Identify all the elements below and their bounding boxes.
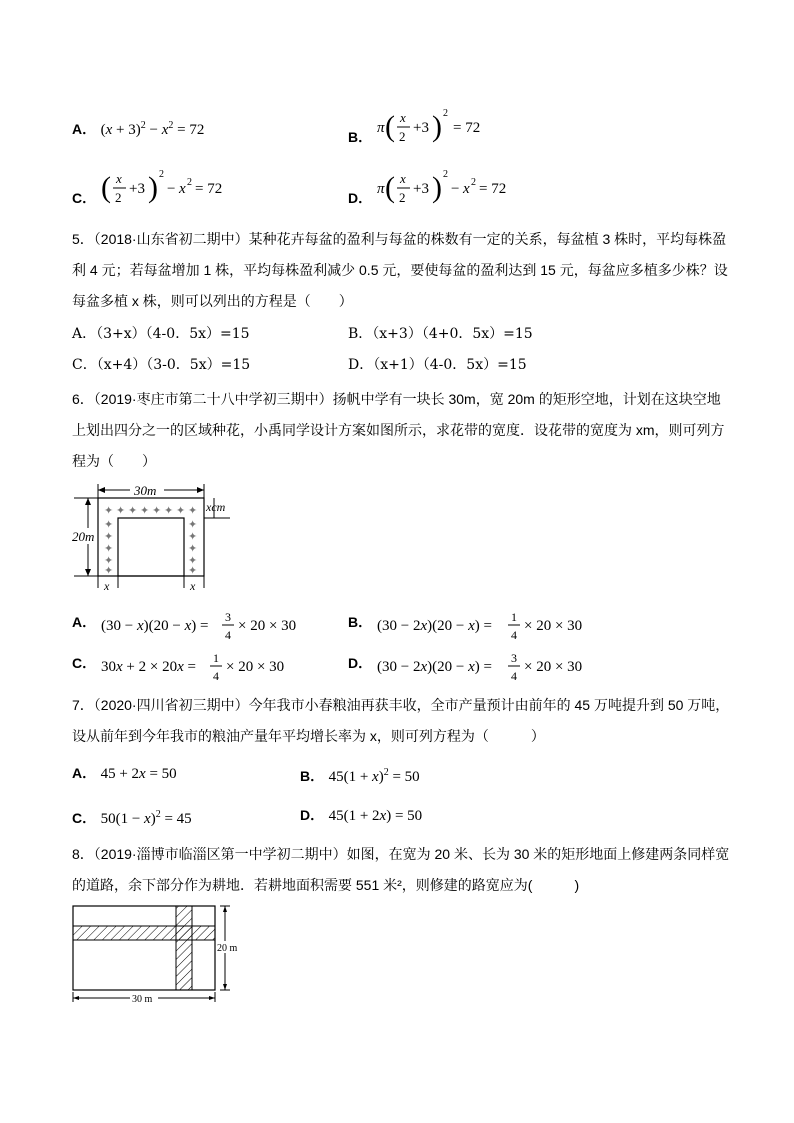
svg-text:✦: ✦ xyxy=(104,555,114,567)
option-label: B． xyxy=(300,768,325,784)
formula-a xyxy=(101,610,331,644)
svg-text:+3: +3 xyxy=(128,181,145,197)
svg-text:(: ( xyxy=(100,171,111,204)
q7-option-c[interactable] xyxy=(72,805,192,829)
svg-text:(30 − x)(20 − x) =: (30 − x)(20 − x) = xyxy=(100,618,209,634)
svg-text:(30 − 2x)(20 − x) =: (30 − 2x)(20 − x) = xyxy=(376,618,492,634)
svg-text:2: 2 xyxy=(186,177,192,188)
arrow-down-icon xyxy=(85,569,91,576)
svg-text:✦: ✦ xyxy=(188,505,198,517)
svg-text:2: 2 xyxy=(398,129,406,144)
bottom-right-label: x xyxy=(190,579,196,592)
arrow-right-icon xyxy=(197,487,204,493)
option-label: A． xyxy=(72,121,97,137)
option-label: A． xyxy=(72,614,97,630)
svg-text:× 20 × 30: × 20 × 30 xyxy=(523,659,582,675)
svg-text:✦: ✦ xyxy=(104,543,114,555)
q4-option-b[interactable] xyxy=(348,106,527,150)
svg-text:✦: ✦ xyxy=(188,531,198,543)
option-expression: 45(1 + 2x) = 50 xyxy=(328,808,423,824)
svg-text:2: 2 xyxy=(442,169,448,180)
arrow-down-icon xyxy=(223,984,227,990)
svg-text:= 72: = 72 xyxy=(194,181,222,197)
arrow-left-icon xyxy=(98,487,105,493)
svg-text:✦: ✦ xyxy=(104,519,114,531)
arrow-right-icon xyxy=(209,996,215,1000)
q5-option-b[interactable]: B．（x+3）（4+0．5x）=15 xyxy=(348,326,533,342)
svg-text:2: 2 xyxy=(114,190,122,205)
right-label: 20 m xyxy=(217,943,238,954)
bottom-label: 30 m xyxy=(132,994,153,1004)
q4-option-d[interactable] xyxy=(348,167,547,211)
q7-option-d[interactable] xyxy=(300,805,422,826)
q6-option-a[interactable] xyxy=(72,610,331,644)
svg-text:1: 1 xyxy=(212,651,219,665)
formula-b xyxy=(377,610,617,644)
svg-text:✦: ✦ xyxy=(176,505,186,517)
option-label: D． xyxy=(300,807,325,823)
option-label: C． xyxy=(72,190,97,206)
svg-text:−: − xyxy=(166,181,176,197)
inner-rect xyxy=(118,518,184,576)
q6-line-3: 程为（ ） xyxy=(72,453,156,469)
arrow-left-icon xyxy=(73,996,79,1000)
svg-text:x: x xyxy=(115,171,122,186)
q5-line-2: 利 4 元；若每盆增加 1 株，平均每株盈利减少 0.5 元，要使每盆的盈利达到 15 元，每盆应多植多少株？设 xyxy=(72,262,728,278)
svg-text:2: 2 xyxy=(398,190,406,205)
svg-text:−: − xyxy=(450,181,460,197)
bottom-left-label: x xyxy=(104,579,110,592)
option-label: C． xyxy=(72,810,97,826)
q6-garden-figure xyxy=(70,482,240,592)
svg-text:✦: ✦ xyxy=(152,505,162,517)
q8-road-figure xyxy=(70,904,250,1004)
svg-text:(: ( xyxy=(384,110,395,143)
svg-text:(30 − 2x)(20 − x) =: (30 − 2x)(20 − x) = xyxy=(376,659,492,675)
q6-option-b[interactable] xyxy=(348,610,617,644)
svg-text:+3: +3 xyxy=(412,120,429,136)
option-label: A． xyxy=(72,765,97,781)
option-label: B． xyxy=(348,614,373,630)
arrow-up-icon xyxy=(85,498,91,505)
left-label: 20m xyxy=(72,529,95,544)
svg-text:3: 3 xyxy=(510,651,517,665)
q7-option-a[interactable] xyxy=(72,763,177,784)
svg-text:✦: ✦ xyxy=(128,505,138,517)
svg-text:✦: ✦ xyxy=(104,531,114,543)
svg-text:1: 1 xyxy=(510,610,517,624)
top-label: 30m xyxy=(134,483,157,498)
svg-text:× 20 × 30: × 20 × 30 xyxy=(523,618,582,634)
horizontal-road xyxy=(73,926,215,940)
q6-line-2: 上划出四分之一的区域种花，小禹同学设计方案如图所示，求花带的宽度．设花带的宽度为 xm，则可列方 xyxy=(72,422,725,438)
vertical-road xyxy=(176,906,192,990)
svg-text:2: 2 xyxy=(470,177,476,188)
svg-text:✦: ✦ xyxy=(116,505,126,517)
svg-text:): ) xyxy=(431,171,442,204)
field-rect xyxy=(73,906,215,990)
svg-text:4: 4 xyxy=(510,628,517,642)
formula-pi-frac-minus xyxy=(377,167,547,211)
option-expression: $50(1 - x)^2 = 45$ xyxy=(100,809,192,827)
formula-frac-square xyxy=(101,167,261,211)
q4-option-a[interactable] xyxy=(72,116,204,140)
q8-line-1: 8．（2019·淄博市临淄区第一中学初二期中）如图，在宽为 20 米、长为 30 米的矩形地面上修建两条同样宽 xyxy=(72,846,730,862)
svg-text:30x + 2 × 20x =: 30x + 2 × 20x = xyxy=(100,659,196,675)
svg-text:4: 4 xyxy=(224,628,231,642)
svg-text:x: x xyxy=(399,110,406,125)
svg-text:= 72: = 72 xyxy=(452,120,480,136)
q6-option-d[interactable] xyxy=(348,651,617,685)
svg-text:3: 3 xyxy=(224,610,231,624)
svg-text:x: x xyxy=(178,181,186,197)
q8-line-2: 的道路，余下部分作为耕地．若耕地面积需要 551 米²，则修建的路宽应为( ) xyxy=(72,877,580,893)
q5-line-3: 每盆多植 x 株，则可以列出的方程是（ ） xyxy=(72,293,353,309)
q7-line-2: 设从前年到今年我市的粮油产量年平均增长率为 x，则可列方程为（ ） xyxy=(72,728,545,744)
q6-option-c[interactable] xyxy=(72,651,331,685)
svg-text:π: π xyxy=(376,181,385,197)
right-label: xcm xyxy=(206,500,226,514)
svg-text:✦: ✦ xyxy=(104,565,114,577)
svg-text:): ) xyxy=(431,110,442,143)
svg-text:(: ( xyxy=(384,171,395,204)
svg-text:x: x xyxy=(462,181,470,197)
svg-text:× 20 × 30: × 20 × 30 xyxy=(225,659,284,675)
option-label: C． xyxy=(72,655,97,671)
formula-c xyxy=(101,651,331,685)
svg-text:): ) xyxy=(147,171,158,204)
svg-text:✦: ✦ xyxy=(188,519,198,531)
formula-pi-frac xyxy=(377,106,527,150)
svg-text:x: x xyxy=(399,171,406,186)
q5-option-c[interactable]: C．（x+4）（3-0．5x）=15 xyxy=(72,357,251,373)
q4-option-c[interactable] xyxy=(72,167,261,211)
option-expression: 45 + 2x = 50 xyxy=(100,766,177,782)
svg-text:= 72: = 72 xyxy=(478,181,506,197)
option-expression: $45(1 + x)^2 = 50$ xyxy=(328,767,420,785)
svg-text:π: π xyxy=(376,120,385,136)
q5-option-a[interactable]: A．（3+x）（4-0．5x）=15 xyxy=(72,326,250,342)
option-label: D． xyxy=(348,655,373,671)
arrow-up-icon xyxy=(223,906,227,912)
svg-text:× 20 × 30: × 20 × 30 xyxy=(237,618,296,634)
q7-line-1: 7．（2020·四川省初三期中）今年我市小春粮油再获丰收，全市产量预计由前年的 45 万吨提升到 50 万吨， xyxy=(72,697,730,713)
svg-text:2: 2 xyxy=(158,169,164,180)
svg-text:4: 4 xyxy=(510,669,517,683)
q5-line-1: 5．（2018·山东省初二期中）某种花卉每盆的盈利与每盆的株数有一定的关系，每盆植 3 株时，平均每株盈 xyxy=(72,231,727,247)
option-label: D． xyxy=(348,190,373,206)
svg-text:✦: ✦ xyxy=(164,505,174,517)
option-expression: $(x + 3)^2 - x^2 = 72$ xyxy=(100,120,205,138)
formula-d xyxy=(377,651,617,685)
svg-text:✦: ✦ xyxy=(104,505,114,517)
svg-text:✦: ✦ xyxy=(188,555,198,567)
option-label: B． xyxy=(348,129,373,145)
q6-line-1: 6．（2019·枣庄市第二十八中学初三期中）扬帆中学有一块长 30m，宽 20m 的矩形空地，计划在这块空地 xyxy=(72,391,721,407)
svg-text:✦: ✦ xyxy=(188,543,198,555)
svg-text:+3: +3 xyxy=(412,181,429,197)
svg-text:✦: ✦ xyxy=(188,565,198,577)
svg-text:2: 2 xyxy=(442,108,448,119)
svg-text:4: 4 xyxy=(212,669,219,683)
q5-option-d[interactable]: D．（x+1）（4-0．5x）=15 xyxy=(348,357,527,373)
q7-option-b[interactable] xyxy=(300,763,420,787)
svg-text:✦: ✦ xyxy=(140,505,150,517)
